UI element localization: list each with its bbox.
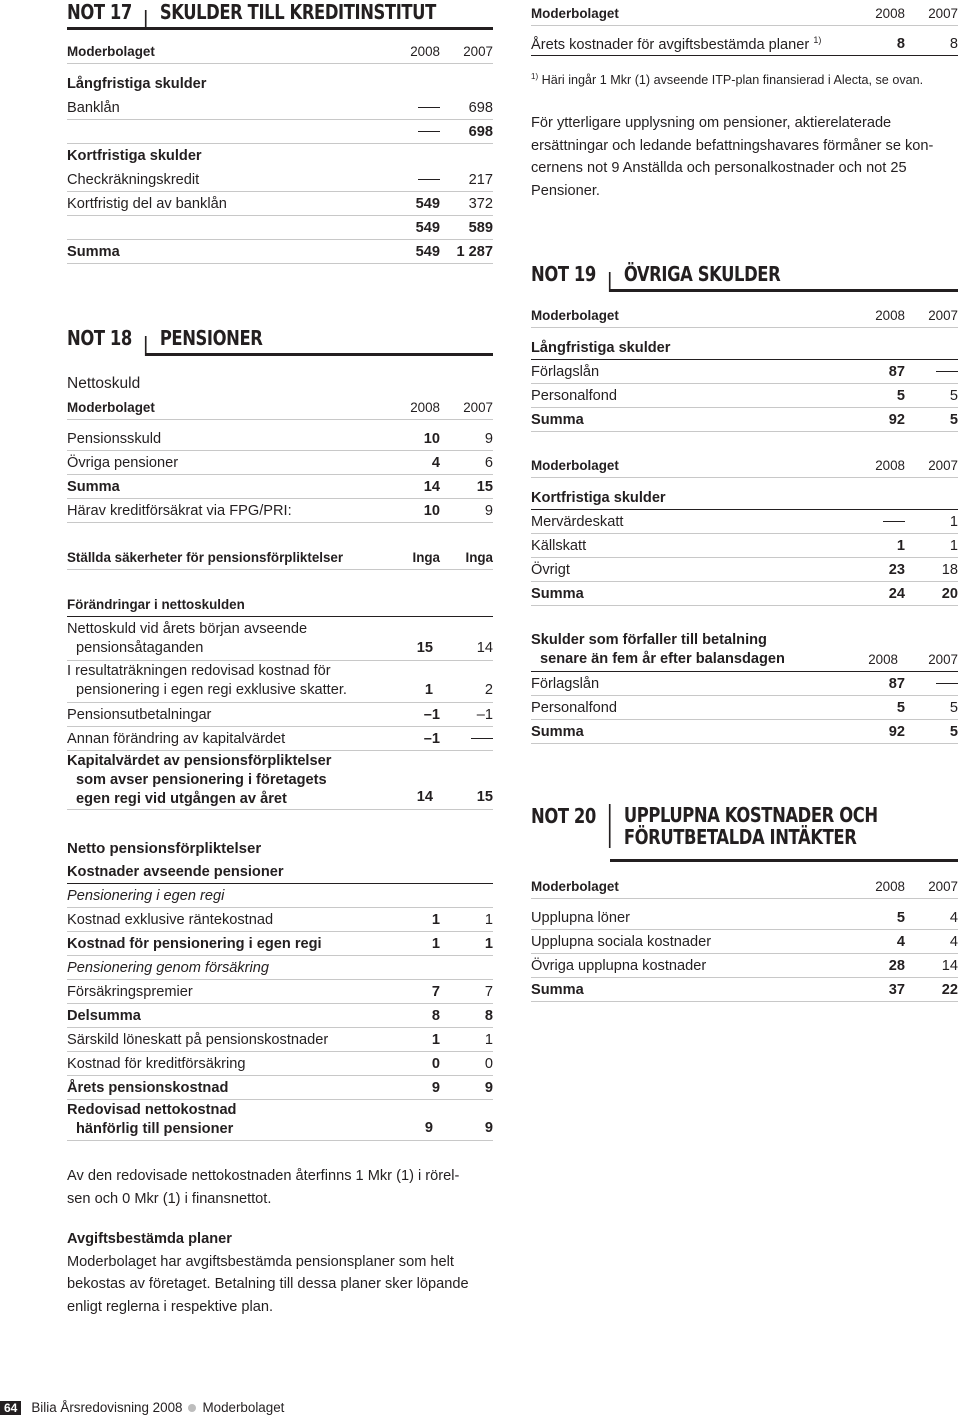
note20-title (624, 804, 878, 848)
row-label: Summa (67, 243, 120, 260)
section-heading: Avgiftsbestämda planer (67, 1231, 232, 1247)
value-2007: 15 (476, 478, 493, 495)
sakerheter-row (67, 546, 493, 570)
value-2007: 7 (484, 983, 493, 1000)
value-2008: 15 (416, 640, 433, 656)
value-2008: 8 (431, 1007, 440, 1024)
row-label-line2: hänförlig till pensioner (76, 1121, 234, 1137)
year-2008: 2008 (410, 400, 440, 415)
row-label: Övriga pensioner (67, 454, 179, 471)
row-label: Personalfond (531, 387, 618, 404)
value-2007: –1 (476, 706, 493, 723)
dash-value (905, 676, 958, 692)
year-2007: 2007 (928, 6, 958, 21)
table-row (67, 1052, 493, 1076)
text-line: cernens not 9 Anställda och personalkostnader och not 25 (531, 160, 907, 176)
value-2007: 4 (949, 909, 958, 926)
value-2008: 87 (888, 363, 905, 380)
value-2007: 15 (476, 789, 493, 805)
table-row (67, 1004, 493, 1028)
value-2008: 92 (888, 723, 905, 740)
row-label-line2: pensionsåtaganden (76, 640, 204, 656)
value-2008: 1 (424, 682, 433, 698)
value-2008: –1 (423, 730, 440, 747)
table-row (531, 384, 958, 408)
row-label-line1: Redovisad nettokostnad (67, 1102, 237, 1118)
row-label-text: Årets kostnader för avgiftsbestämda planer (531, 36, 810, 53)
section-heading: Förändringar i nettoskulden (67, 597, 245, 612)
header-label: Moderbolaget (531, 6, 619, 21)
value-2007: 1 (484, 911, 493, 928)
note20-number: NOT 20 (531, 804, 596, 828)
table-row (531, 906, 958, 930)
value-2007: 8 (484, 1007, 493, 1024)
nettoskuld-heading (67, 372, 493, 396)
value-2008: 10 (423, 430, 440, 447)
value-2008: 24 (888, 585, 905, 602)
table-row (531, 408, 958, 432)
note19-header-row-2 (531, 454, 958, 478)
value-2007: 5 (949, 387, 958, 404)
row-label: Checkräkningskredit (67, 171, 200, 188)
row-label-line1: Skulder som förfaller till betalning (531, 632, 767, 648)
text-line: sen och 0 Mkr (1) i finansnettot. (67, 1190, 272, 1207)
value-2007: 8 (949, 35, 958, 52)
table-row (531, 558, 958, 582)
table-row (531, 954, 958, 978)
value-2008: 4 (431, 454, 440, 471)
table-row (531, 696, 958, 720)
value-2008: 28 (888, 957, 905, 974)
row-label: Summa (531, 411, 584, 428)
nettoskuld-borjan-row (67, 620, 493, 661)
dash-value (380, 124, 440, 140)
table-row (67, 96, 493, 120)
section-heading: Långfristiga skulder (531, 339, 671, 356)
year-2008: 2008 (875, 6, 905, 21)
note17-long-heading (67, 72, 493, 96)
row-label: Summa (531, 585, 584, 602)
value-2007: 1 (484, 935, 493, 952)
text-line: Av den redovisade nettokostnaden återfinns 1 Mkr (1) i rörel- (67, 1168, 460, 1184)
value-2007: 9 (484, 1120, 493, 1136)
value-2008: 1 (431, 1031, 440, 1048)
section-name: Moderbolaget (202, 1400, 285, 1415)
value-2007: 22 (941, 981, 958, 998)
bullet-icon (188, 1404, 196, 1412)
year-2008: 2008 (875, 458, 905, 473)
table-row (67, 240, 493, 264)
value-2007: 698 (468, 99, 493, 116)
table-row (67, 980, 493, 1004)
row-label: Härav kreditförsäkrat via FPG/PRI: (67, 502, 292, 519)
note19-long-heading (531, 336, 958, 360)
note20-title-line1: UPPLUPNA KOSTNADER OCH (623, 803, 878, 827)
header-label: Moderbolaget (67, 44, 155, 59)
note19-heading (531, 256, 780, 286)
table-row (67, 168, 493, 192)
value-2008: 1 (431, 911, 440, 928)
value-2007: 698 (468, 123, 493, 140)
dash-value (845, 514, 905, 530)
value-2008: 7 (431, 983, 440, 1000)
row-label: Annan förändring av kapitalvärdet (67, 730, 286, 747)
text-line: Pensioner. (531, 182, 600, 199)
text-line: Moderbolaget har avgiftsbestämda pensionsplaner som helt (67, 1253, 454, 1270)
year-2008: 2008 (410, 44, 440, 59)
note19-short-heading (531, 486, 958, 510)
section-heading: Kortfristiga skulder (531, 489, 666, 506)
dash-value (380, 172, 440, 188)
page-footer (0, 1400, 284, 1415)
value-2007: 2 (484, 682, 493, 698)
avgift-header-row (531, 2, 958, 26)
footnote-ref: 1) (813, 34, 822, 45)
value-2007: 1 (949, 513, 958, 530)
table-row (531, 672, 958, 696)
year-2007: 2007 (928, 879, 958, 894)
note19-number: NOT 19 (531, 262, 596, 286)
year-2008: 2008 (875, 879, 905, 894)
note19-title: ÖVRIGA SKULDER (623, 262, 781, 286)
row-label: Summa (67, 478, 120, 495)
table-row (531, 360, 958, 384)
value-2007: 4 (949, 933, 958, 950)
note17-title: SKULDER TILL KREDITINSTITUT (159, 0, 436, 24)
table-row (531, 978, 958, 1002)
note18-heading (67, 320, 262, 350)
section-subheading: Pensionering i egen regi (67, 887, 225, 904)
note18-header-row (67, 396, 493, 420)
value-2008: 10 (423, 502, 440, 519)
value-2007: 1 (949, 537, 958, 554)
egen-regi-heading (67, 884, 493, 908)
redovisad-row (67, 1101, 493, 1141)
note18-title: PENSIONER (159, 326, 263, 350)
note18-rule (146, 353, 493, 356)
row-label: Särskild löneskatt på pensionskostnader (67, 1031, 329, 1048)
section-subheading: Pensionering genom försäkring (67, 959, 269, 976)
year-2008: 2008 (875, 308, 905, 323)
netto-heading (67, 836, 493, 860)
table-row (67, 427, 493, 451)
value-2008: 8 (896, 35, 905, 52)
value-2007: 0 (484, 1055, 493, 1072)
row-label: Pensionsutbetalningar (67, 706, 212, 723)
row-label: Försäkringspremier (67, 983, 193, 1000)
table-row (67, 192, 493, 216)
text-line: ersättningar och ledande befattningshavares förmåner se kon- (531, 137, 934, 154)
row-label: Kostnad för pensionering i egen regi (67, 935, 322, 952)
year-2008: 2008 (868, 652, 898, 667)
row-label: Delsumma (67, 1007, 141, 1024)
row-label: Summa (531, 981, 584, 998)
header-label: Moderbolaget (67, 400, 155, 415)
arets-kostnader-row (531, 32, 958, 56)
value-2007: 5 (949, 411, 958, 428)
value-2008: 5 (896, 699, 905, 716)
section-heading: Netto pensionsförpliktelser (67, 839, 262, 857)
table-row (67, 475, 493, 499)
table-row (67, 703, 493, 727)
table-row (67, 908, 493, 932)
value-2007: 5 (949, 723, 958, 740)
row-label: Förlagslån (531, 675, 600, 692)
row-label-line1: Nettoskuld vid årets början avseende (67, 621, 308, 637)
value-2008: 87 (888, 675, 905, 692)
note20-header-row (531, 875, 958, 899)
section-heading: Kortfristiga skulder (67, 148, 202, 164)
row-label: Personalfond (531, 699, 618, 716)
note17-rule (67, 27, 493, 30)
value-2007: 1 287 (456, 243, 493, 260)
value-2007: 18 (941, 561, 958, 578)
year-2007: 2007 (463, 44, 493, 59)
value-2008: 0 (431, 1055, 440, 1072)
note20-title-line2: FÖRUTBETALDA INTÄKTER (623, 825, 857, 849)
value-2008: 9 (431, 1079, 440, 1096)
value-2008: 23 (888, 561, 905, 578)
table-row (531, 720, 958, 744)
value-2008: Inga (412, 550, 440, 565)
kapitalvarde-row (67, 752, 493, 810)
row-label: Banklån (67, 99, 120, 116)
resultat-row (67, 662, 493, 703)
row-label-line1: I resultaträkningen redovisad kostnad för (67, 663, 331, 679)
row-label: Upplupna sociala kostnader (531, 933, 712, 950)
year-2007: 2007 (928, 308, 958, 323)
year-2007: 2007 (928, 458, 958, 473)
kostnader-heading (67, 860, 493, 884)
value-2007: Inga (465, 550, 493, 565)
table-row (67, 1076, 493, 1100)
value-2008: 14 (423, 478, 440, 495)
row-label: Övriga upplupna kostnader (531, 957, 707, 974)
value-2008: 549 (415, 219, 440, 236)
section-heading: Nettoskuld (67, 375, 141, 392)
note20-heading (531, 804, 878, 854)
value-2008: 4 (896, 933, 905, 950)
table-row (67, 932, 493, 956)
value-2007: 14 (476, 640, 493, 656)
value-2008: –1 (423, 706, 440, 723)
table-row (531, 534, 958, 558)
table-row (67, 727, 493, 751)
note19-rule (610, 289, 958, 292)
note20-divider (609, 804, 611, 848)
row-label: Källskatt (531, 537, 587, 554)
footnote-mark: 1) (531, 72, 539, 81)
table-row (67, 499, 493, 523)
forsakring-heading (67, 956, 493, 980)
dash-value (905, 364, 958, 380)
note17-number: NOT 17 (67, 0, 132, 24)
table-row (67, 216, 493, 240)
row-label: Kortfristig del av banklån (67, 195, 227, 212)
value-2008: 1 (431, 935, 440, 952)
row-label: Summa (531, 723, 584, 740)
footnote-text: Häri ingår 1 Mkr (1) avseende ITP-plan finansierad i Alecta, se ovan. (541, 73, 924, 88)
row-label-line1: Kapitalvärdet av pensionsförpliktelser (67, 753, 332, 769)
value-2008: 1 (896, 537, 905, 554)
value-2007: 372 (468, 195, 493, 212)
text-line: För ytterligare upplysning om pensioner, aktierelaterade (531, 115, 892, 131)
value-2008: 5 (896, 387, 905, 404)
value-2007: 14 (941, 957, 958, 974)
forfaller-heading-row (531, 631, 958, 672)
nettokostnad-text (67, 1165, 493, 1210)
row-label: Upplupna löner (531, 909, 630, 926)
value-2007: 9 (484, 430, 493, 447)
section-heading: Långfristiga skulder (67, 76, 207, 92)
row-label: Kostnad för kreditförsäkring (67, 1055, 246, 1072)
value-2008: 92 (888, 411, 905, 428)
table-row (67, 120, 493, 144)
header-label: Moderbolaget (531, 458, 619, 473)
value-2007: 9 (484, 1079, 493, 1096)
year-2007: 2007 (463, 400, 493, 415)
row-label: Pensionsskuld (67, 430, 162, 447)
value-2008: 9 (424, 1120, 433, 1136)
pension-info-text (531, 112, 960, 202)
value-2008: 549 (415, 243, 440, 260)
row-label-line2: senare än fem år efter balansdagen (540, 651, 785, 667)
value-2007: 1 (484, 1031, 493, 1048)
note17-header-row (67, 40, 493, 64)
note18-number: NOT 18 (67, 326, 132, 350)
row-label-line2: pensionering i egen regi exklusive skatter. (76, 682, 347, 698)
row-label (531, 35, 845, 53)
page-number: 64 (0, 1401, 21, 1415)
row-label-line2: som avser pensionering i företagets (76, 772, 327, 788)
table-row (67, 1028, 493, 1052)
forandringar-heading (67, 593, 493, 617)
dash-value (440, 731, 493, 747)
dash-value (380, 100, 440, 116)
row-label: Ställda säkerheter för pensionsförpliktelser (67, 550, 344, 565)
section-heading: Kostnader avseende pensioner (67, 863, 284, 880)
value-2008: 549 (415, 195, 440, 212)
note19-header-row (531, 304, 958, 328)
value-2007: 9 (484, 502, 493, 519)
row-label: Övrigt (531, 561, 570, 578)
table-row (67, 451, 493, 475)
note17-heading (67, 0, 436, 24)
note17-short-heading (67, 144, 493, 168)
value-2008: 14 (416, 789, 433, 805)
year-2007: 2007 (928, 652, 958, 667)
footnote (531, 66, 958, 92)
value-2008: 37 (888, 981, 905, 998)
avgift-section (67, 1228, 507, 1318)
header-label: Moderbolaget (531, 879, 619, 894)
value-2008: 5 (896, 909, 905, 926)
value-2007: 6 (484, 454, 493, 471)
header-label: Moderbolaget (531, 308, 619, 323)
row-label: Årets pensionskostnad (67, 1079, 229, 1096)
table-row (531, 510, 958, 534)
table-row (531, 930, 958, 954)
note20-rule (610, 859, 958, 862)
table-row (531, 582, 958, 606)
row-label: Förlagslån (531, 363, 600, 380)
publication-title: Bilia Årsredovisning 2008 (31, 1400, 183, 1415)
text-line: bekostas av företaget. Betalning till dessa planer sker löpande (67, 1276, 469, 1292)
row-label: Kostnad exklusive räntekostnad (67, 911, 274, 928)
value-2007: 5 (949, 699, 958, 716)
value-2007: 589 (468, 219, 493, 236)
row-label: Mervärdeskatt (531, 513, 624, 530)
row-label-line3: egen regi vid utgången av året (76, 791, 287, 807)
text-line: enligt reglerna i respektive plan. (67, 1298, 274, 1315)
value-2007: 217 (468, 171, 493, 188)
value-2007: 20 (941, 585, 958, 602)
